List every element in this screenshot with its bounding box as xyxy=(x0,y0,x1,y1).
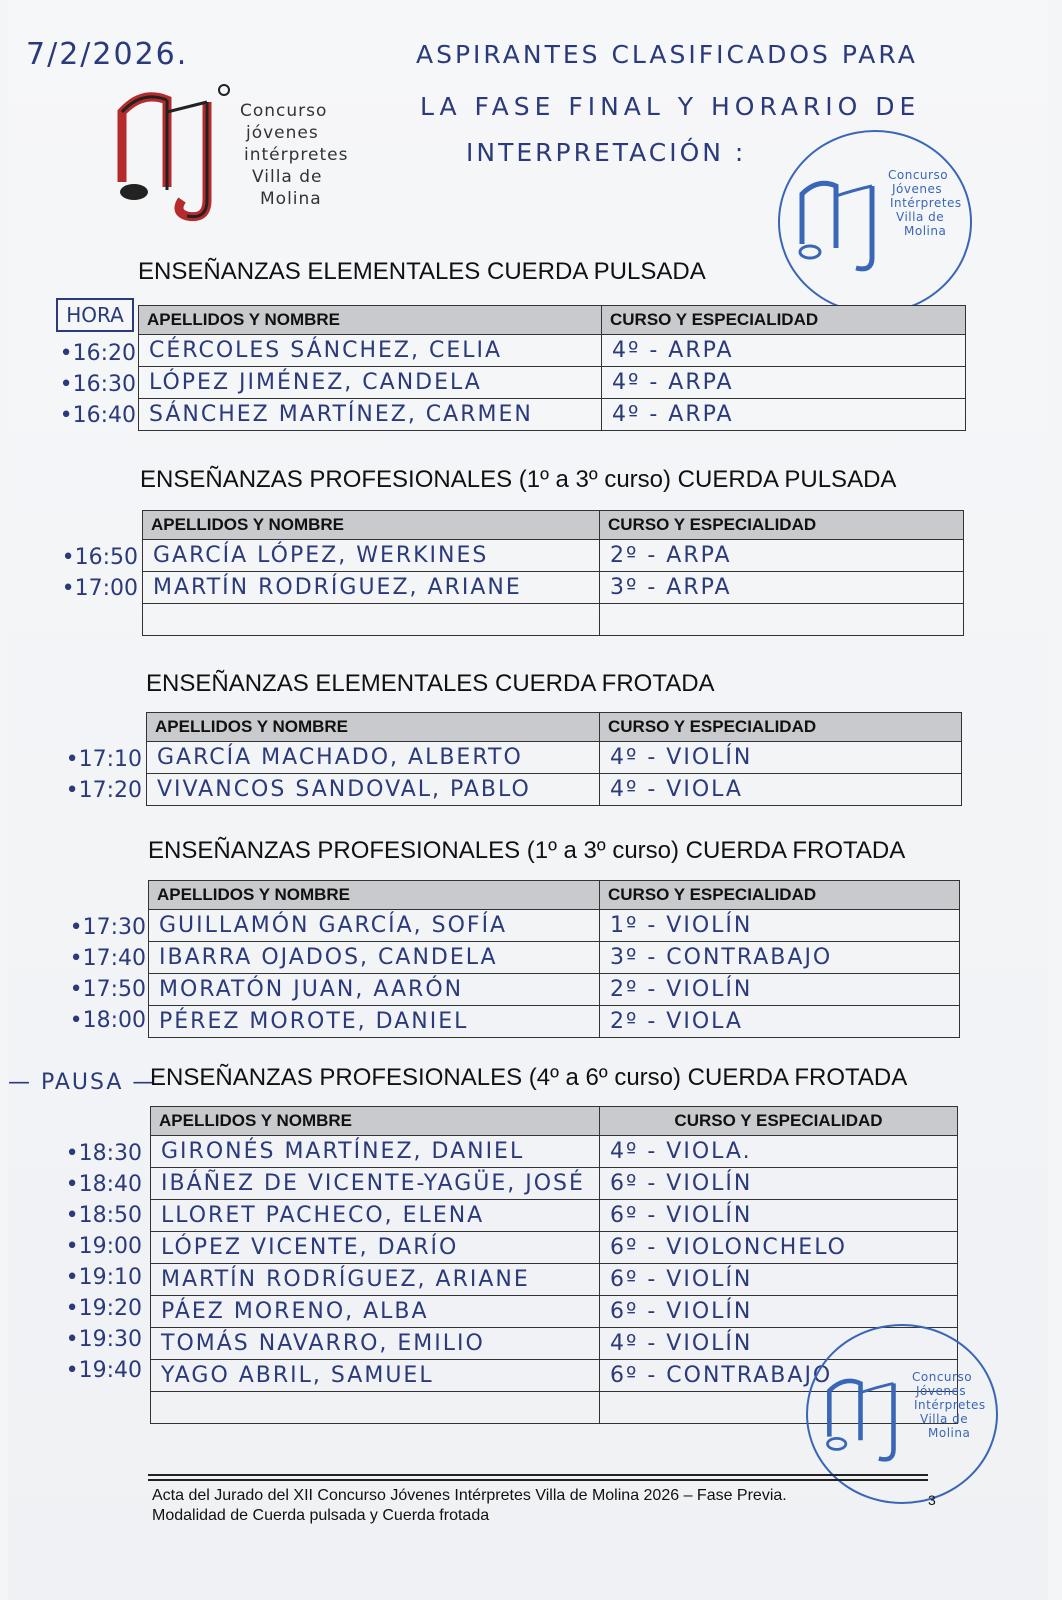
handwritten-date: 7/2/2026. xyxy=(26,37,189,72)
table-row: GARCÍA LÓPEZ, WERKINES 2º - ARPA xyxy=(143,540,964,572)
col-header-course: CURSO Y ESPECIALIDAD xyxy=(600,511,964,540)
section-title-4: ENSEÑANZAS PROFESIONALES (1º a 3º curso) CUERDA FROTADA xyxy=(148,837,906,864)
col-header-name: APELLIDOS Y NOMBRE xyxy=(139,306,602,335)
table-row: YAGO ABRIL, SAMUEL 6º - CONTRABAJO xyxy=(151,1360,958,1392)
time-column-1: •16:20 •16:30 •16:40 xyxy=(59,341,136,428)
hora-label: HORA xyxy=(56,298,134,332)
table-row: CÉRCOLES SÁNCHEZ, CELIA 4º - ARPA xyxy=(139,335,966,367)
table-row: PÁEZ MORENO, ALBA 6º - VIOLÍN xyxy=(151,1296,958,1328)
col-header-name: APELLIDOS Y NOMBRE xyxy=(147,713,600,742)
heading-line-2: LA FASE FINAL Y HORARIO DE xyxy=(420,92,921,121)
contest-stamp-top xyxy=(778,130,972,314)
table-row: PÉREZ MOROTE, DANIEL 2º - VIOLA xyxy=(149,1006,960,1038)
table-row xyxy=(143,604,964,636)
page-number: 3 xyxy=(928,1492,936,1508)
time-column-3: •17:10 •17:20 xyxy=(65,747,142,803)
table-row: LÓPEZ JIMÉNEZ, CANDELA 4º - ARPA xyxy=(139,367,966,399)
footer-line-2: Modalidad de Cuerda pulsada y Cuerda frotada xyxy=(152,1507,490,1524)
col-header-name: APELLIDOS Y NOMBRE xyxy=(149,881,600,910)
table-section-4 xyxy=(148,880,960,1038)
col-header-course: CURSO Y ESPECIALIDAD xyxy=(600,1107,958,1136)
stamp-text: Concurso Jóvenes Intérpretes Villa de Molina xyxy=(912,1370,986,1440)
time-column-2: •16:50 •17:00 xyxy=(61,545,138,601)
col-header-course: CURSO Y ESPECIALIDAD xyxy=(600,713,962,742)
time-column-4: •17:30 •17:40 •17:50 •18:00 xyxy=(69,915,146,1033)
stamp-text: Concurso Jóvenes Intérpretes Villa de Molina xyxy=(888,168,962,238)
table-section-2 xyxy=(142,510,964,636)
col-header-name: APELLIDOS Y NOMBRE xyxy=(151,1107,600,1136)
table-section-1 xyxy=(138,305,966,431)
pausa-note: — PAUSA — xyxy=(8,1070,157,1095)
section-title-2: ENSEÑANZAS PROFESIONALES (1º a 3º curso) CUERDA PULSADA xyxy=(140,466,897,493)
table-row: LLORET PACHECO, ELENA 6º - VIOLÍN xyxy=(151,1200,958,1232)
heading-line-3: INTERPRETACIÓN : xyxy=(466,138,747,167)
table-row: MARTÍN RODRÍGUEZ, ARIANE 3º - ARPA xyxy=(143,572,964,604)
table-row: GARCÍA MACHADO, ALBERTO 4º - VIOLÍN xyxy=(147,742,962,774)
col-header-name: APELLIDOS Y NOMBRE xyxy=(143,511,600,540)
table-row: IBÁÑEZ DE VICENTE-YAGÜE, JOSÉ 6º - VIOLÍN xyxy=(151,1168,958,1200)
table-row: VIVANCOS SANDOVAL, PABLO 4º - VIOLA xyxy=(147,774,962,806)
section-title-1: ENSEÑANZAS ELEMENTALES CUERDA PULSADA xyxy=(138,258,706,285)
table-row: MARTÍN RODRÍGUEZ, ARIANE 6º - VIOLÍN xyxy=(151,1264,958,1296)
footer xyxy=(152,1486,787,1526)
col-header-course: CURSO Y ESPECIALIDAD xyxy=(600,881,960,910)
footer-rule xyxy=(148,1479,928,1481)
table-section-3 xyxy=(146,712,962,806)
heading-line-1: ASPIRANTES CLASIFICADOS PARA xyxy=(416,40,918,69)
logo-wordmark: Concurso jóvenes intérpretes Villa de Molina xyxy=(240,101,349,209)
contest-logo xyxy=(112,82,372,232)
time-column-5: •18:30 •18:40 •18:50 •19:00 •19:10 •19:20 •19:30 •19:40 xyxy=(65,1141,142,1383)
footer-rule xyxy=(148,1474,928,1476)
music-note-logo-icon xyxy=(112,82,237,232)
footer-line-1: Acta del Jurado del XII Concurso Jóvenes Intérpretes Villa de Molina 2026 – Fase Previa. xyxy=(152,1487,787,1504)
col-header-course: CURSO Y ESPECIALIDAD xyxy=(602,306,966,335)
table-row: SÁNCHEZ MARTÍNEZ, CARMEN 4º - ARPA xyxy=(139,399,966,431)
table-row: IBARRA OJADOS, CANDELA 3º - CONTRABAJO xyxy=(149,942,960,974)
table-row: GUILLAMÓN GARCÍA, SOFÍA 1º - VIOLÍN xyxy=(149,910,960,942)
contest-stamp-bottom xyxy=(806,1324,998,1504)
table-row: GIRONÉS MARTÍNEZ, DANIEL 4º - VIOLA. xyxy=(151,1136,958,1168)
section-title-5: ENSEÑANZAS PROFESIONALES (4º a 6º curso) CUERDA FROTADA xyxy=(150,1064,908,1091)
table-row: LÓPEZ VICENTE, DARÍO 6º - VIOLONCHELO xyxy=(151,1232,958,1264)
section-title-3: ENSEÑANZAS ELEMENTALES CUERDA FROTADA xyxy=(146,670,715,697)
table-row: TOMÁS NAVARRO, EMILIO 4º - VIOLÍN xyxy=(151,1328,958,1360)
table-row: MORATÓN JUAN, AARÓN 2º - VIOLÍN xyxy=(149,974,960,1006)
